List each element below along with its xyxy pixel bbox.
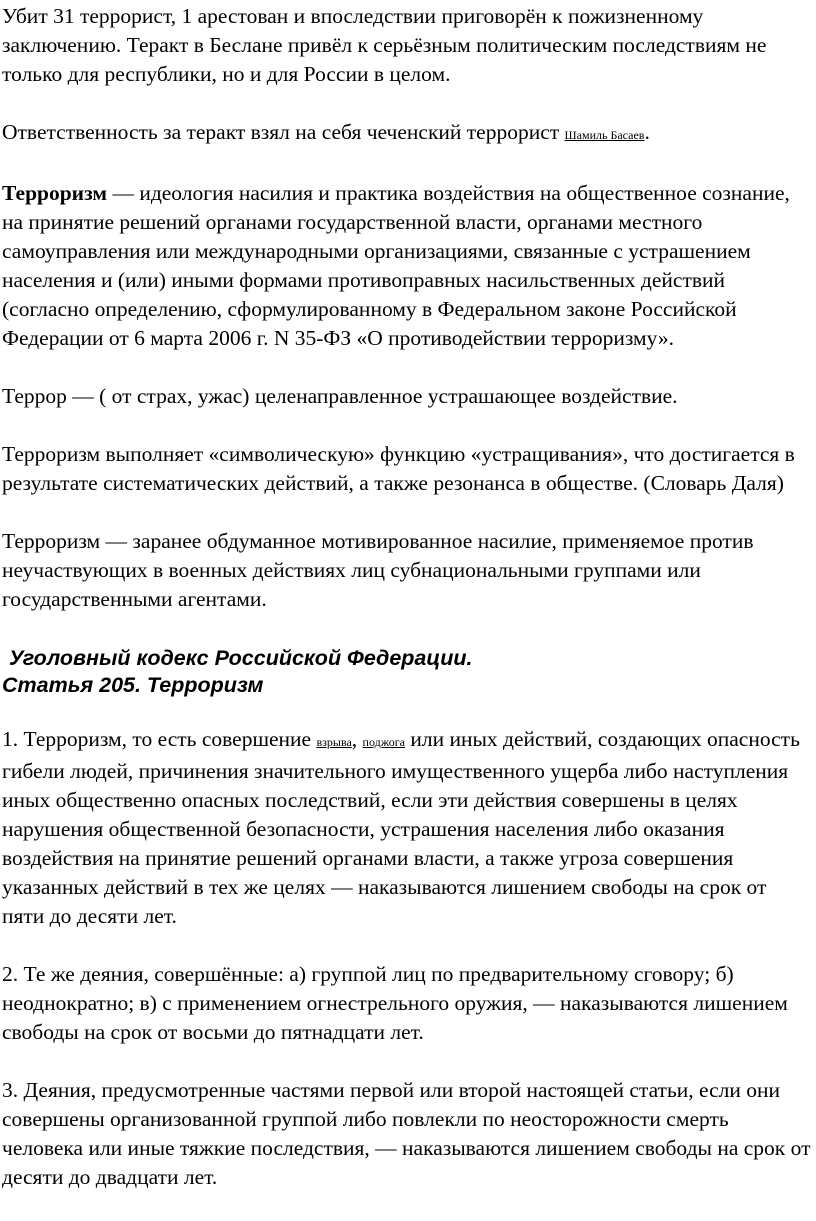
paragraph-symbolic-function: Терроризм выполняет «символическую» функцию «устращивания», что достигается в результате систематических действий, а также резонанса в обществе. (Словарь Даля) — [2, 442, 795, 495]
responsibility-text: Ответственность за теракт взял на себя чеченский террорист — [2, 120, 565, 144]
part1-comma: , — [351, 727, 363, 751]
document-page — [2, 0, 814, 1221]
article-part-2: 2. Те же деяния, совершённые: а) группой лиц по предварительному сговору; б) неоднократно; в) с применением огнестрельного оружия, — наказываются лишением свободы на срок от восьми до пятнадцати лет. — [2, 962, 788, 1044]
part1-text-end: или иных действий, создающих опасность гибели людей, причинения значительного имущественного ущерба либо наступления иных общественно опасных последствий, если эти действия совершены в целях нарушения общественной безопасности, устрашения населения либо оказания воздействия на принятие решений органами власти, а также угроза совершения указанных действий в тех же целях — наказываются лишением свободы на срок от пяти до десяти лет. — [2, 727, 800, 928]
term-terrorism: Терроризм — [2, 181, 108, 205]
definition-text: — идеология насилия и практика воздействия на общественное сознание, на принятие решений органами государственной власти, органами местного самоуправления или международными организациями, связанные с устрашением населения и (или) иными формами противоправных насильственных действий (согласно определению, сформулированному в Федеральном законе Российской Федерации от 6 марта 2006 г. N 35-ФЗ «О противодействии терроризму». — [2, 181, 790, 350]
criminal-code-title: Уголовный кодекс Российской Федерации. — [9, 646, 473, 670]
article-205-title: Статья 205. Терроризм — [2, 673, 264, 697]
paragraph-responsibility — [2, 118, 814, 150]
explosion-link[interactable]: взрыва — [316, 735, 352, 749]
paragraph-terrorism-definition — [2, 179, 814, 353]
criminal-code-heading — [2, 643, 814, 699]
paragraph-premeditated-violence: Терроризм — заранее обдуманное мотивированное насилие, применяемое против неучаствующих в военных действиях лиц субнациональными группами или государственными агентами. — [2, 529, 754, 611]
basaev-link[interactable]: Шамиль Басаев — [564, 128, 645, 142]
responsibility-period: . — [644, 120, 650, 144]
article-part-3: 3. Деяния, предусмотренные частями первой или второй настоящей статьи, если они совершены организованной группой либо повлекли по неосторожности смерть человека или иные тяжкие последствия, — наказываются лишением свободы на срок от десяти до двадцати лет. — [2, 1078, 811, 1189]
part1-text-start: 1. Терроризм, то есть совершение — [2, 727, 317, 751]
paragraph-terror: Террор — ( от страх, ужас) целенаправленное устрашающее воздействие. — [2, 384, 678, 408]
article-part-1 — [2, 725, 814, 931]
arson-link[interactable]: поджога — [362, 735, 405, 749]
paragraph-beslan-outcome: Убит 31 террорист, 1 арестован и впоследствии приговорён к пожизненному заключению. Теракт в Беслане привёл к серьёзным политическим последствиям не только для республики, но и для России в целом. — [2, 4, 767, 86]
